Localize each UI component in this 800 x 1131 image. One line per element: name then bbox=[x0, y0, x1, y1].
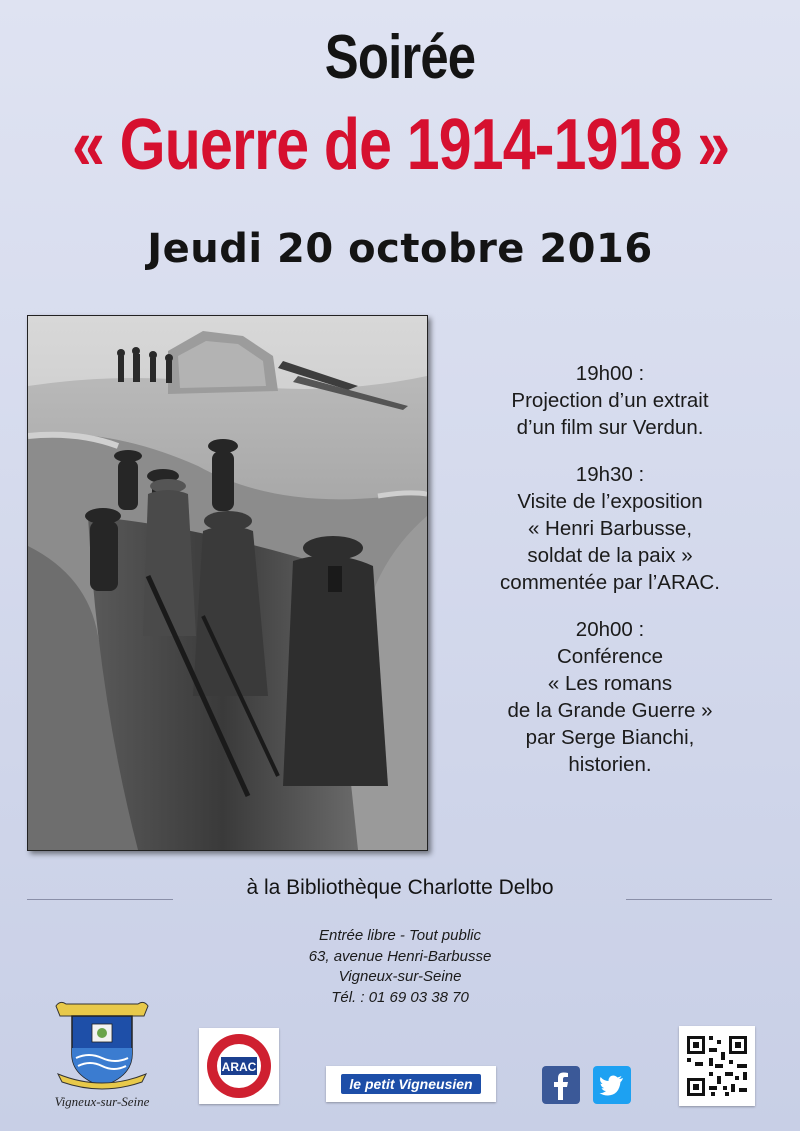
town-crest-logo bbox=[52, 996, 152, 1092]
program-schedule bbox=[470, 360, 750, 798]
program-line: historien. bbox=[568, 753, 652, 776]
program-line: d’un film sur Verdun. bbox=[516, 416, 704, 439]
info-phone: Tél. : 01 69 03 38 70 bbox=[331, 988, 469, 1006]
program-line: commentée par l’ARAC. bbox=[500, 571, 720, 594]
crest-caption: Vigneux-sur-Seine bbox=[54, 1094, 150, 1109]
program-item bbox=[470, 616, 750, 778]
petit-vigneusien-logo bbox=[326, 1066, 496, 1102]
divider-right bbox=[626, 899, 772, 900]
program-line: « Henri Barbusse, bbox=[527, 517, 693, 540]
info-city: Vigneux-sur-Seine bbox=[338, 968, 462, 985]
program-line: soldat de la paix » bbox=[527, 544, 693, 567]
program-time: 19h00 : bbox=[575, 362, 645, 385]
venue-name: à la Bibliothèque Charlotte Delbo bbox=[246, 876, 554, 899]
program-line: de la Grande Guerre » bbox=[507, 699, 713, 722]
event-date: Jeudi 20 octobre 2016 bbox=[147, 226, 653, 272]
program-line: « Les romans bbox=[547, 672, 673, 695]
program-time: 20h00 : bbox=[575, 618, 645, 641]
facebook-icon[interactable] bbox=[542, 1066, 580, 1104]
program-line: Projection d’un extrait bbox=[511, 389, 709, 412]
info-entry: Entrée libre - Tout public bbox=[318, 927, 482, 944]
program-line: Visite de l’exposition bbox=[517, 490, 703, 513]
info-address: 63, avenue Henri-Barbusse bbox=[308, 947, 492, 965]
program-line: Conférence bbox=[557, 645, 663, 668]
title-guerre: « Guerre de 1914-1918 » bbox=[72, 105, 730, 185]
program-time: 19h30 : bbox=[575, 463, 645, 486]
qr-code-icon bbox=[679, 1026, 755, 1106]
arac-text: ARAC bbox=[221, 1060, 257, 1074]
program-item bbox=[470, 360, 750, 441]
twitter-icon[interactable] bbox=[593, 1066, 631, 1104]
title-soiree: Soirée bbox=[324, 23, 476, 92]
arac-logo bbox=[199, 1028, 279, 1104]
petit-vigneusien-text: le petit Vigneusien bbox=[341, 1074, 480, 1094]
trench-photograph bbox=[27, 315, 428, 851]
program-line: par Serge Bianchi, bbox=[525, 726, 695, 749]
program-item bbox=[470, 461, 750, 596]
